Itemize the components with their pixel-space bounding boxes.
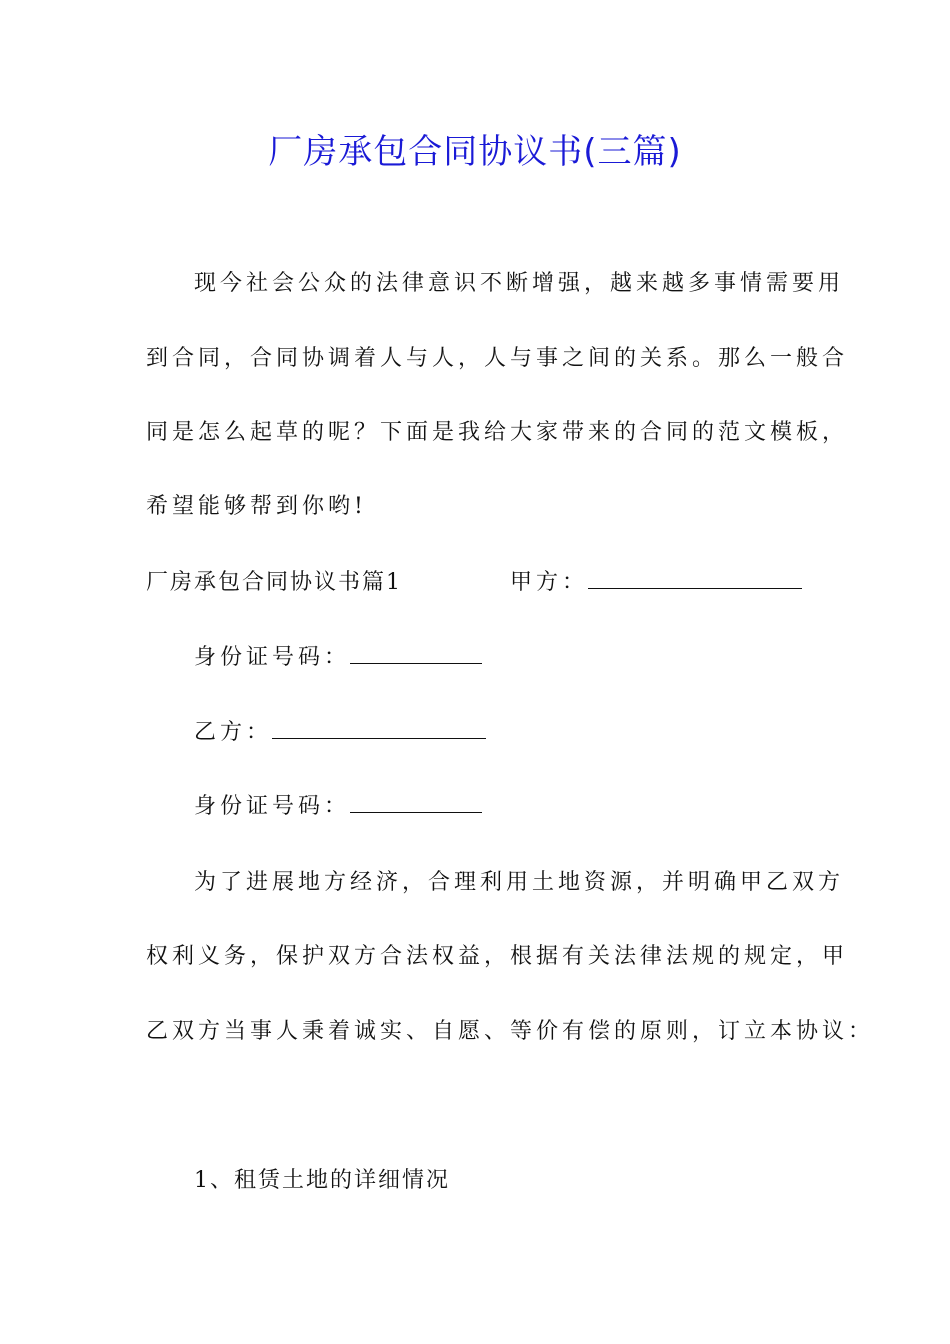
intro-line: 到合同，合同协调着人与人，人与事之间的关系。那么一般合 — [146, 346, 849, 371]
purpose-line: 乙双方当事人秉着诚实、自愿、等价有偿的原则，订立本协议： — [146, 1019, 875, 1044]
section-heading: 厂房承包合同协议书篇1 — [146, 570, 402, 595]
party-b-blank — [272, 716, 486, 739]
party-a-label: 甲方： — [510, 570, 589, 595]
party-a-id-label: 身份证号码： — [194, 645, 351, 670]
item-heading: 1、租赁土地的详细情况 — [194, 1168, 450, 1193]
document-title: 厂房承包合同协议书(三篇) — [268, 132, 682, 172]
intro-line: 同是怎么起草的呢？下面是我给大家带来的合同的范文模板， — [146, 420, 849, 445]
party-b-row — [194, 716, 486, 750]
party-b-id-row — [194, 790, 482, 824]
party-b-label: 乙方： — [194, 720, 273, 745]
party-b-id-blank — [350, 790, 482, 813]
intro-line: 现今社会公众的法律意识不断增强，越来越多事情需要用 — [194, 271, 845, 296]
party-a-id-row — [194, 641, 482, 675]
intro-line: 希望能够帮到你哟! — [146, 494, 367, 519]
party-a-row — [510, 566, 802, 600]
party-b-id-label: 身份证号码： — [194, 794, 351, 819]
purpose-line: 为了进展地方经济，合理利用土地资源，并明确甲乙双方 — [194, 870, 845, 895]
purpose-line: 权利义务，保护双方合法权益，根据有关法律法规的规定，甲 — [146, 944, 849, 969]
party-a-blank — [588, 566, 802, 589]
party-a-id-blank — [350, 641, 482, 664]
